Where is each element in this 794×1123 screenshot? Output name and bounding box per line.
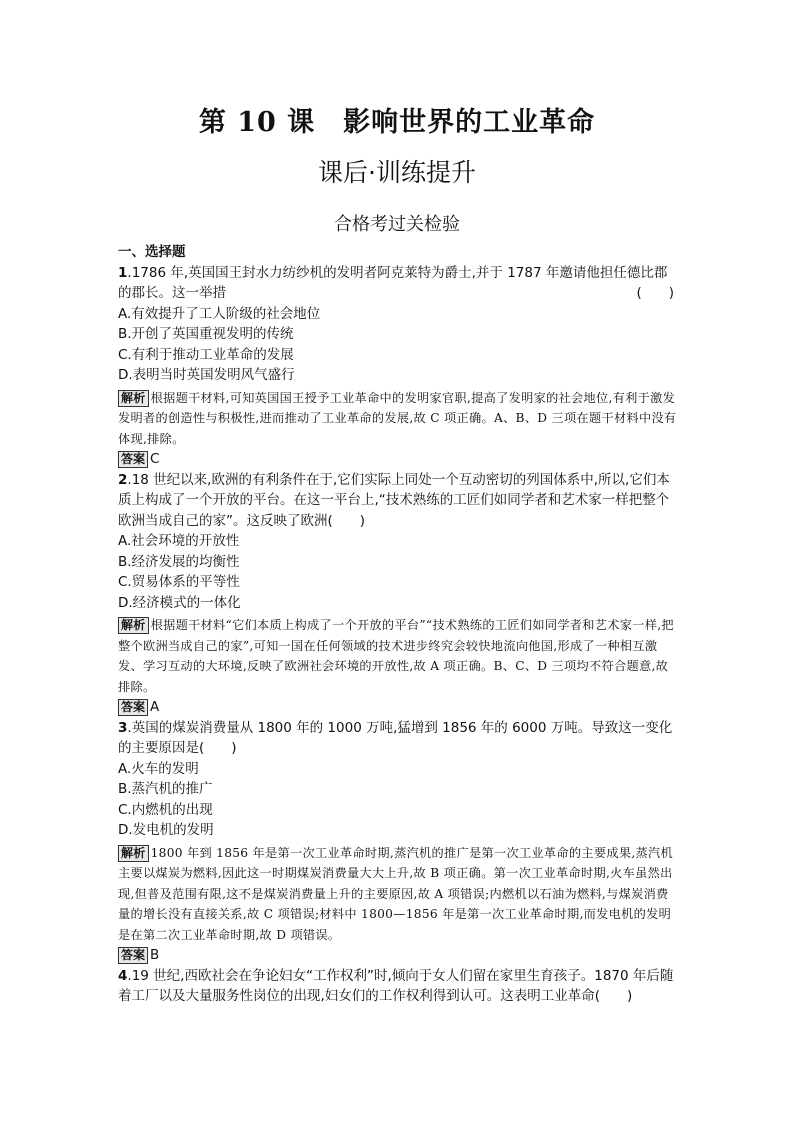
option-d: D.表明当时英国发明风气盛行	[118, 367, 295, 383]
option-b: B.开创了英国重视发明的传统	[118, 326, 294, 342]
option-a: A.社会环境的开放性	[118, 533, 240, 549]
option-c: C.内燃机的出现	[118, 801, 213, 818]
analysis-tag: 解析	[118, 390, 149, 407]
question-stem: 1.1786 年,英国国王封水力纺纱机的发明者阿克莱特为爵士,并于 1787 年邀请他担任德比郡	[118, 264, 668, 281]
option-b: B.蒸汽机的推广	[118, 781, 213, 797]
answer-tag: 答案	[118, 451, 148, 468]
analysis: 解析 根据题干材料“它们本质上构成了一个开放的平台”“技术熟练的工匠们如同学者和艺术家一样,把整个欧洲当成自己的家”,可知一国在任何领域的技术进步终究会较快地流向他国,形成了一种相互激发、学习互动的大环境,反映了欧洲社会环境的开放性,故 A 项正确。B、C、D 三项均不符合题意,故排除。	[118, 618, 674, 694]
option-c: C.有利于推动工业革命的发展	[118, 346, 294, 363]
question-3	[118, 718, 678, 966]
answer-paren: ( )	[636, 285, 674, 301]
analysis-tag: 解析	[118, 845, 149, 862]
answer-tag: 答案	[118, 699, 148, 716]
part-heading: 一、选择题	[118, 244, 186, 260]
answer: 答案 B	[118, 945, 678, 966]
page-title: 第 10 课 影响世界的工业革命	[198, 107, 596, 138]
section-title: 合格考过关检验	[334, 214, 460, 235]
analysis: 解析 根据题干材料,可知英国国王授予工业革命中的发明家官职,提高了发明家的社会地位,有利于激发发明者的创造性与积极性,进而推动了工业革命的发展,故 C 项正确。A、B、D 三项在题干材料中没有体现,排除。	[118, 390, 677, 446]
answer: 答案 A	[118, 697, 678, 718]
question-stem: 3.英国的煤炭消费量从 1800 年的 1000 万吨,猛增到 1856 年的 6000 万吨。导致这一变化的主要原因是( )	[118, 719, 673, 756]
question-1	[118, 263, 678, 470]
question-stem-cont: 的郡长。这一举措 ( )	[118, 283, 678, 304]
answer: 答案 C	[118, 449, 678, 470]
answer-tag: 答案	[118, 947, 148, 964]
analysis: 解析 1800 年到 1856 年是第一次工业革命时期,蒸汽机的推广是第一次工业革命的主要成果,蒸汽机主要以煤炭为燃料,因此这一时期煤炭消费量大大上升,故 B 项正确。第一次工业革命时期,火车虽然出现,但普及范围有限,这不是煤炭消费量上升的主要原因,故 A 项错误;内燃机以石油为燃料,与煤炭消费量的增长没有直接关系,故 C 项错误;材料中 1800—1856 年是第一次工业革命时期,而发电机的发明是在第二次工业革命时期,故 D 项错误。	[118, 845, 673, 942]
option-a: A.有效提升了工人阶级的社会地位	[118, 305, 321, 322]
option-b: B.经济发展的均衡性	[118, 553, 240, 570]
question-stem: 4.19 世纪,西欧社会在争论妇女“工作权利”时,倾向于女人们留在家里生育孩子。1870 年后随着工厂以及大量服务性岗位的出现,妇女们的工作权利得到认可。这表明工业革命( )	[118, 967, 674, 1004]
question-4	[118, 966, 678, 1007]
option-a: A.火车的发明	[118, 760, 199, 777]
option-c: C.贸易体系的平等性	[118, 574, 240, 590]
option-d: D.经济模式的一体化	[118, 594, 241, 611]
content	[118, 242, 678, 1007]
question-stem: 2.18 世纪以来,欧洲的有利条件在于,它们实际上同处一个互动密切的列国体系中,所以,它们本质上构成了一个开放的平台。在这一平台上,“技术熟练的工匠们如同学者和艺术家一样把整个欧洲当成自己的家”。这反映了欧洲( )	[118, 471, 670, 529]
option-d: D.发电机的发明	[118, 822, 214, 838]
analysis-tag: 解析	[118, 617, 149, 634]
page-subtitle: 课后·训练提升	[318, 158, 476, 187]
question-2	[118, 470, 678, 718]
